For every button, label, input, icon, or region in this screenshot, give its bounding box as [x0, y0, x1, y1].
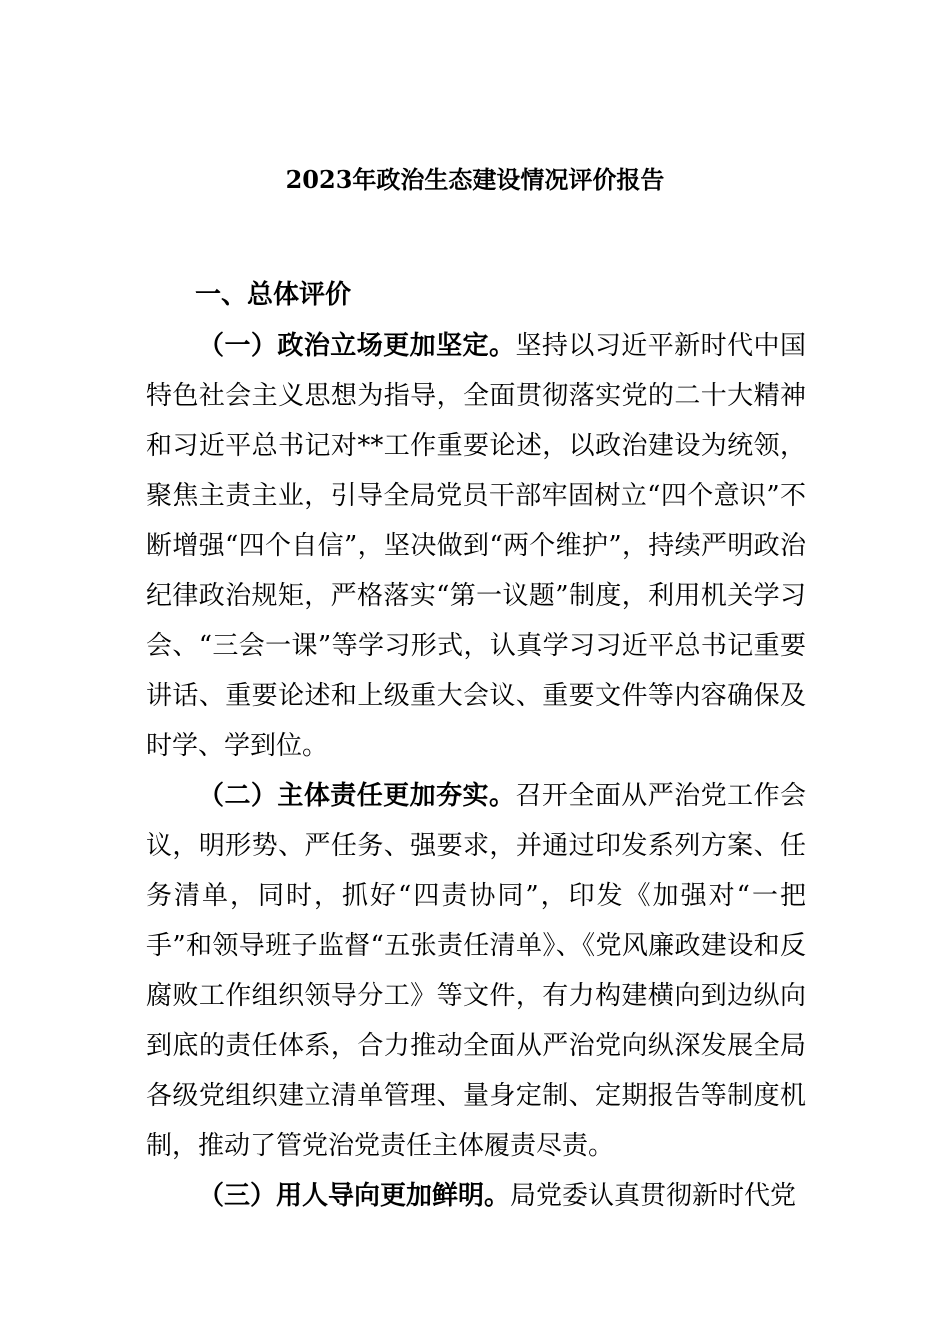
paragraph-political-stance: [146, 321, 806, 771]
paragraph-employment-orientation: [146, 1171, 806, 1221]
paragraph-main-responsibility: [146, 771, 806, 1171]
paragraph-body: 坚持以习近平新时代中国特色社会主义思想为指导，全面贯彻落实党的二十大精神和习近平总书记对**工作重要论述，以政治建设为统领，聚焦主责主业，引导全局党员干部牢固树立“四个意识”不断增强“四个自信”，坚决做到“两个维护”，持续严明政治纪律政治规矩，严格落实“第一议题”制度，利用机关学习会、“三会一课”等学习形式，认真学习习近平总书记重要讲话、重要论述和上级重大会议、重要文件等内容确保及时学、学到位。: [146, 331, 806, 761]
paragraph-body: 局党委认真贯彻新时代党: [510, 1181, 797, 1211]
section-heading: 一、总体评价: [195, 280, 352, 310]
document-title: 2023年政治生态建设情况评价报告: [285, 165, 665, 194]
paragraph-lead: （一）政治立场更加坚定。: [198, 331, 516, 361]
paragraph-lead: （三）用人导向更加鲜明。: [198, 1181, 511, 1211]
paragraph-body: 召开全面从严治党工作会议，明形势、严任务、强要求，并通过印发系列方案、任务清单，同时，抓好“四责协同”，印发《加强对“一把手”和领导班子监督“五张责任清单》、《党风廉政建设和反腐败工作组织领导分工》等文件，有力构建横向到边纵向到底的责任体系，合力推动全面从严治党向纵深发展全局各级党组织建立清单管理、量身定制、定期报告等制度机制，推动了管党治党责任主体履责尽责。: [146, 781, 806, 1161]
paragraph-lead: （二）主体责任更加夯实。: [198, 781, 516, 811]
